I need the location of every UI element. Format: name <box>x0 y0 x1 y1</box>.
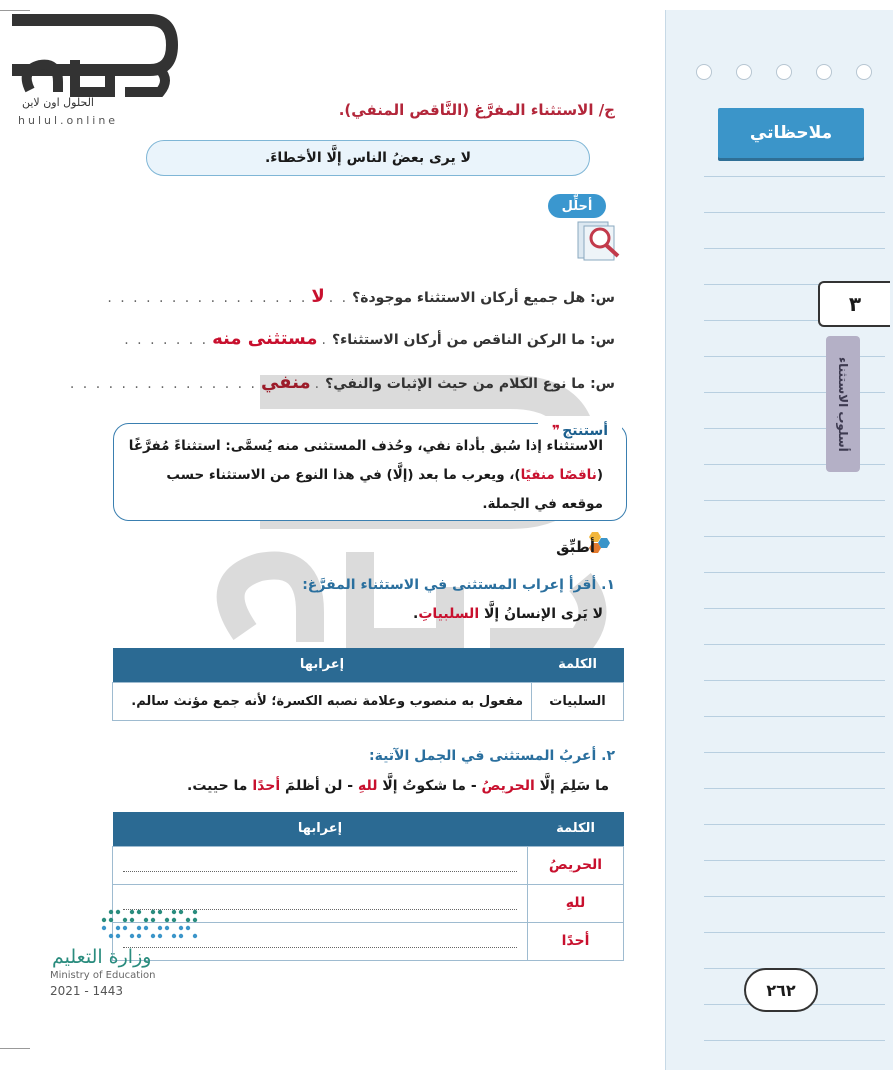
sentence-highlight: السلبياتِ <box>418 606 480 622</box>
logo-dot <box>123 918 127 922</box>
logo-tag: الحلول اون لاين <box>22 96 94 109</box>
answer-blank[interactable] <box>113 846 528 884</box>
ministry-name-english: Ministry of Education <box>50 970 156 981</box>
sentence-highlight: الحريصُ <box>481 778 535 794</box>
answer-text: منفي <box>260 372 311 393</box>
exercise-1-label: ١. أقرأ إعراب المستثنى في الاستثناء المفرَّغ: <box>302 577 615 593</box>
note-line <box>704 788 885 789</box>
table-row <box>113 682 624 720</box>
question-row <box>107 286 615 307</box>
note-line <box>704 716 885 717</box>
logo-dot <box>151 934 155 938</box>
logo-dot <box>165 926 169 930</box>
note-line <box>704 500 885 501</box>
logo-dot <box>158 926 162 930</box>
question-text: س: هل جميع أركان الاستثناء موجودة؟ <box>352 290 615 306</box>
example-sentence: لا يرى بعضُ الناس إلَّا الأخطاءَ. <box>264 150 472 166</box>
column-header-word: الكلمة <box>532 648 624 682</box>
separator: - <box>465 778 482 794</box>
note-line <box>704 176 885 177</box>
note-line <box>704 572 885 573</box>
note-line <box>704 644 885 645</box>
logo-dot <box>172 910 176 914</box>
table-cell-word: أحدًا <box>528 922 624 960</box>
logo-latin: hulul.online <box>18 114 119 127</box>
table-cell-word: السلبيات <box>532 682 624 720</box>
logo-dot <box>186 918 190 922</box>
dots: . . . . . . . <box>124 332 209 348</box>
logo-dot <box>151 910 155 914</box>
answer-text: مستثنى منه <box>212 328 318 349</box>
logo-dot <box>179 910 183 914</box>
logo-dot <box>137 910 141 914</box>
table-cell-word: الحريصُ <box>528 846 624 884</box>
logo-dot <box>144 918 148 922</box>
conclude-badge-label: أستنتج <box>562 423 609 439</box>
note-line <box>704 1040 885 1041</box>
note-line <box>704 824 885 825</box>
answer-text: لا <box>311 286 325 307</box>
logo-dot <box>193 934 197 938</box>
table-row <box>113 846 624 884</box>
note-line <box>704 248 885 249</box>
logo-dot <box>123 926 127 930</box>
dots: . . . . . . . . . . . . . . . <box>69 376 257 392</box>
table-cell-word: للهِ <box>528 884 624 922</box>
sentence-prefix: ما سَلِمَ إلَّا <box>534 778 609 794</box>
logo-dot <box>193 918 197 922</box>
chapter-number: ٣ <box>818 281 890 327</box>
binder-ring <box>856 64 872 80</box>
logo-dot <box>172 918 176 922</box>
logo-dot <box>130 918 134 922</box>
dots: . <box>314 376 322 392</box>
quote-icon: ❞ <box>551 423 561 439</box>
logo-dot <box>109 934 113 938</box>
dots: . . <box>328 290 349 306</box>
sentence-highlight: للهِ <box>357 778 378 794</box>
ministry-logo-icon <box>100 908 200 944</box>
logo-dot <box>116 926 120 930</box>
note-line <box>704 212 885 213</box>
exercise-2-sentences <box>187 778 609 794</box>
sentence-prefix: لن أظلمَ <box>280 778 343 794</box>
note-line <box>704 752 885 753</box>
exercise-1-sentence <box>413 606 603 622</box>
binder-ring <box>696 64 712 80</box>
notes-header: ملاحظاتي <box>718 108 864 158</box>
logo-dot <box>193 910 197 914</box>
binder-ring <box>776 64 792 80</box>
dots: . <box>321 332 328 348</box>
note-line <box>704 860 885 861</box>
note-line <box>704 680 885 681</box>
note-line <box>704 932 885 933</box>
sentence-highlight: أحدًا <box>252 778 281 794</box>
logo-dot <box>144 926 148 930</box>
logo-dot <box>158 910 162 914</box>
analyze-badge: أحلِّل <box>548 194 606 218</box>
logo-dot <box>137 934 141 938</box>
logo-dot <box>116 934 120 938</box>
conclude-highlight: ناقصًا منفيًا <box>520 467 597 483</box>
ministry-name-arabic: وزارة التعليم <box>52 946 152 968</box>
logo-dot <box>179 926 183 930</box>
sentence-prefix: ما شكوتُ إلَّا <box>377 778 466 794</box>
example-sentence-box <box>146 140 590 176</box>
note-line <box>704 536 885 537</box>
column-header-word: الكلمة <box>528 812 624 846</box>
logo-dot <box>172 934 176 938</box>
column-header-parsing: إعرابها <box>113 812 528 846</box>
sentence-prefix: لا يَرى الإنسانُ إلَّا <box>479 606 603 622</box>
logo-dot <box>102 926 106 930</box>
conclude-text <box>123 432 603 519</box>
column-header-parsing: إعرابها <box>113 648 532 682</box>
question-row <box>124 328 615 349</box>
note-line <box>704 608 885 609</box>
conclude-text-part1: الاستثناء إذا سُبق بأداة نفي، وحُذف المستثنى منه يُسمَّى: استثناءً مُفرَّغًا ( <box>128 438 603 483</box>
logo-dot <box>151 918 155 922</box>
chapter-title-tab <box>826 336 860 472</box>
conclude-text-part2: )، ويعرب ما بعد (إلَّا) في هذا النوع من الاستثناء حسب موقعه في الجملة. <box>166 467 603 512</box>
separator: - <box>342 778 358 794</box>
note-line <box>704 896 885 897</box>
logo-dot <box>130 910 134 914</box>
crop-mark <box>0 1048 30 1049</box>
binder-ring <box>736 64 752 80</box>
notes-panel <box>665 10 893 1070</box>
question-row <box>70 372 615 393</box>
logo-dot <box>137 926 141 930</box>
logo-dot <box>116 910 120 914</box>
exercise-2-label: ٢. أعربُ المستثنى في الجمل الآتية: <box>368 748 615 764</box>
logo-dot <box>109 910 113 914</box>
question-text: س: ما الركن الناقص من أركان الاستثناء؟ <box>331 332 615 348</box>
apply-title: أطبِّق <box>556 538 595 556</box>
dots: . . . . . . . . . . . . . . . . <box>107 290 308 306</box>
sentence-suffix: . <box>413 606 419 622</box>
logo-icon <box>0 0 180 132</box>
question-text: س: ما نوع الكلام من حيث الإثبات والنفي؟ <box>325 376 615 392</box>
chapter-title: أسلوب الاستثناء <box>836 356 850 452</box>
logo-dot <box>158 934 162 938</box>
logo-dot <box>165 918 169 922</box>
logo-dot <box>186 926 190 930</box>
logo-dot <box>102 918 106 922</box>
table-cell-parsing: مفعول به منصوب وعلامة نصبه الكسرة؛ لأنه جمع مؤنث سالم. <box>113 682 532 720</box>
sentence-suffix: ما حييت. <box>187 778 253 794</box>
ministry-year: 2021 - 1443 <box>50 984 124 998</box>
section-heading: ج/ الاستثناء المفرَّغ (النَّاقص المنفي). <box>338 101 615 119</box>
magnifier-document-icon <box>572 218 628 262</box>
logo-dot <box>179 934 183 938</box>
binder-ring <box>816 64 832 80</box>
parsing-table-example <box>112 648 624 721</box>
page-number: ٢٦٢ <box>744 968 818 1012</box>
logo-dot <box>109 918 113 922</box>
logo-dot <box>130 934 134 938</box>
